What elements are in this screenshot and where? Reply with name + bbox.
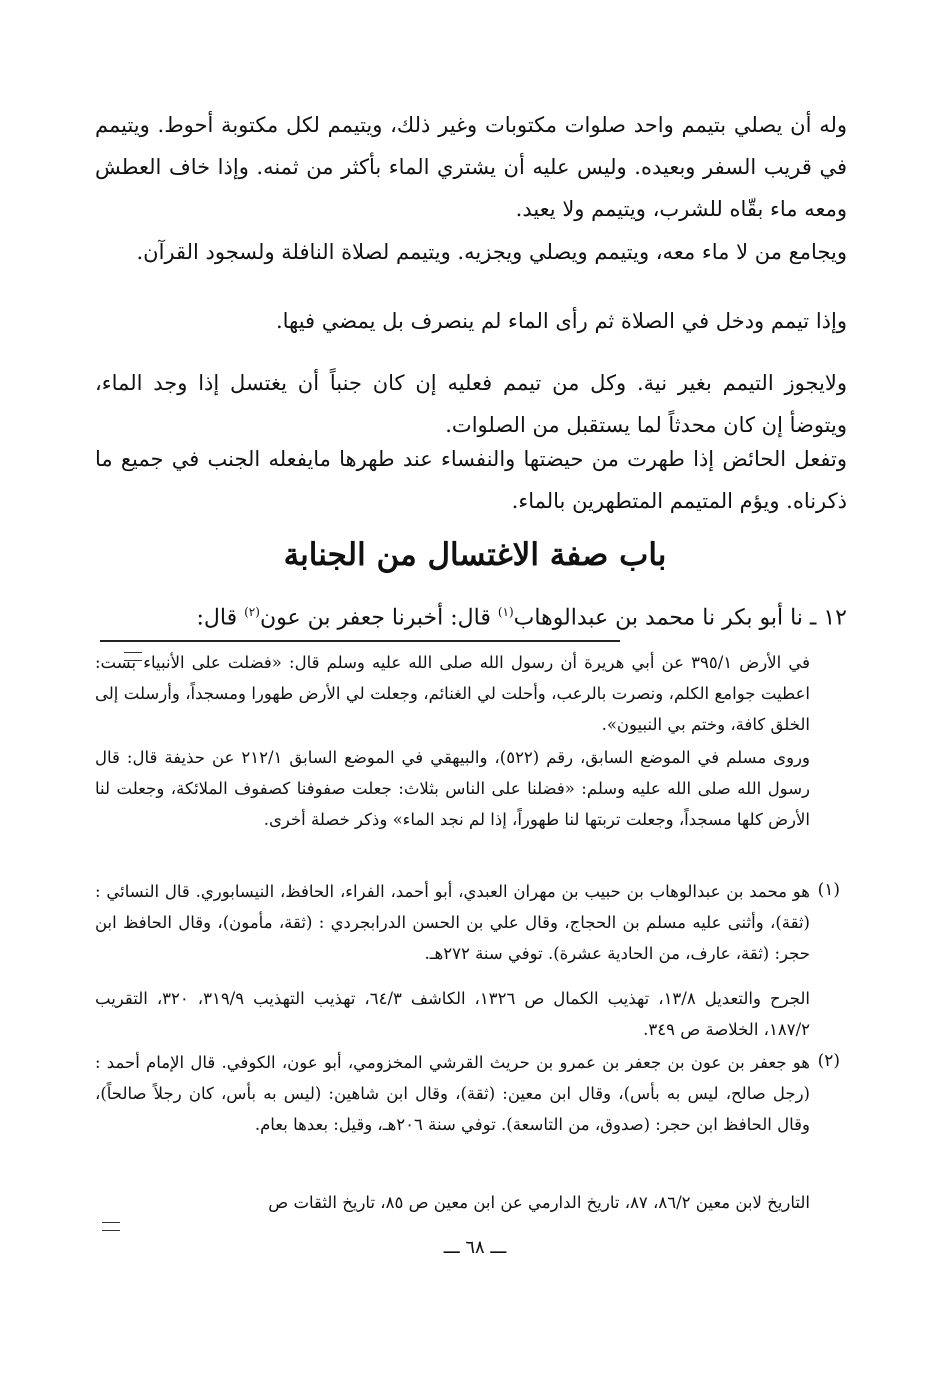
footnote-2-text: هو جعفر بن عون بن جعفر بن عمرو بن حريث القرشي المخزومي، أبو عون، الكوفي. قال الإمام أحمد : (رجل صالح، ليس به بأس)، وقال ابن معين: (ثقة)، وقال ابن شاهين: (ليس به بأس، كان رجلاً صالحاً)، وقال الحافظ ابن حجر: (صدوق، من التاسعة). توفي سنة ٢٠٦هـ، وقيل: بعدها بعام. <box>95 1053 810 1134</box>
paragraph-intention: ولايجوز التيمم بغير نية. وكل من تيمم فعليه إن كان جنباً أن يغتسل إذا وجد الماء، ويتوضأ إن كان محدثاً لما يستقبل من الصلوات. <box>95 371 847 437</box>
footnote-separator <box>100 640 620 642</box>
paragraph-menstruation: وتفعل الحائض إذا طهرت من حيضتها والنفساء عند طهرها مايفعله الجنب في جميع ما ذكرناه. ويؤم المتيمم المتطهرين بالماء. <box>95 447 847 513</box>
paragraph-tayammum-prayers: وله أن يصلي بتيمم واحد صلوات مكتوبات وغير ذلك، ويتيمم لكل مكتوبة أحوط. ويتيمم في قريب السفر وبعيده. وليس عليه أن يشتري الماء بأكثر من ثمنه. وإذا خاف العطش ومعه ماء بقّاه للشرب، ويتيمم ولا يعيد. <box>95 113 847 221</box>
hadith-text-a: ١٢ ـ نا أبو بكر نا محمد بن عبدالوهاب <box>513 605 847 631</box>
footnote-continuation-1: في الأرض ٣٩٥/١ عن أبي هريرة أن رسول الله صلى الله عليه وسلم قال: «فضلت على الأنبياء بست: اعطيت جوامع الكلم، ونصرت بالرعب، وأحلت لي الغنائم، وجعلت لي الأرض طهورا ومسجداً، وأرسلت إلى الخلق كافة، وختم بي النبيون». <box>95 653 810 734</box>
footnote-1-references: الجرح والتعديل ١٣/٨، تهذيب الكمال ص ١٣٢٦، الكاشف ٦٤/٣، تهذيب التهذيب ٣١٩/٩، ٣٢٠، التقريب ١٨٧/٢، الخلاصة ص ٣٤٩. <box>95 989 811 1039</box>
continuation-mark-bottom <box>102 1222 120 1231</box>
footnote-2-number: (٢) <box>817 1051 840 1071</box>
hadith-text-b: قال: أخبرنا جعفر بن عون <box>259 605 498 631</box>
paragraph-intercourse-without-water: ويجامع من لا ماء معه، ويتيمم ويصلي ويجزيه. ويتيمم لصلاة النافلة ولسجود القرآن. <box>136 240 847 264</box>
footnote-2-references: التاريخ لابن معين ٨٦/٢، ٨٧، تاريخ الدارمي عن ابن معين ص ٨٥، تاريخ الثقات ص <box>268 1193 810 1212</box>
page-number: ـــ ٦٨ ـــ <box>443 1237 507 1258</box>
footnote-ref-2: (٢) <box>244 605 260 619</box>
footnote-ref-1: (١) <box>497 605 514 619</box>
hadith-isnad <box>197 594 848 636</box>
footnote-continuation-2: وروى مسلم في الموضع السابق، رقم (٥٢٢)، والبيهقي في الموضع السابق ٢١٢/١ عن حذيفة قال: قال رسول الله صلى الله عليه وسلم: «فضلنا على الناس بثلاث: جعلت صفوفنا كصفوف الملائكة، وجعلت لنا الأرض كلها مسجداً، وجعلت تربتها لنا طهوراً، إذا لم نجد الماء» وذكر خصلة أخرى. <box>95 748 810 829</box>
footnote-1-text: هو محمد بن عبدالوهاب بن حبيب بن مهران العبدي، أبو أحمد، الفراء، الحافظ، النيسابوري. قال النسائي : (ثقة)، وأثنى عليه مسلم بن الحجاج، وقال علي بن الحسن الدرابجردي : (ثقة، مأمون)، وقال الحافظ ابن حجر: (ثقة، عارف، من الحادية عشرة). توفي سنة ٢٧٢هـ. <box>95 882 810 963</box>
hadith-text-c: قال: <box>196 605 245 631</box>
paragraph-seeing-water-in-prayer: وإذا تيمم ودخل في الصلاة ثم رأى الماء لم ينصرف بل يمضي فيها. <box>275 309 847 333</box>
footnote-1-number: (١) <box>817 880 840 900</box>
chapter-heading: باب صفة الاغتسال من الجنابة <box>283 537 667 573</box>
